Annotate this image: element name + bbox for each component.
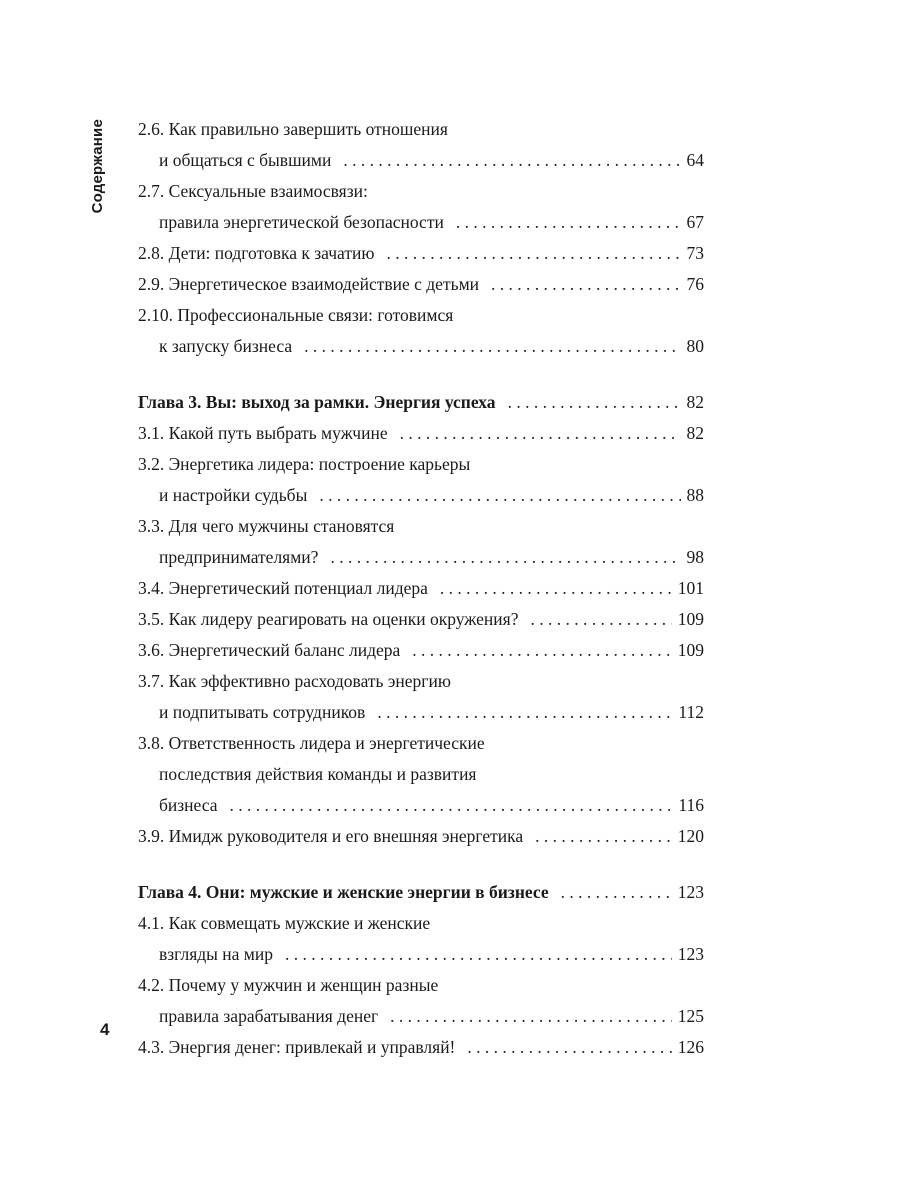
dot-leader — [440, 573, 672, 604]
toc-entry-line — [138, 759, 704, 790]
toc-page-number: 120 — [677, 826, 704, 846]
dot-leader — [285, 939, 672, 970]
toc-page-number: 80 — [686, 336, 704, 356]
toc-entry-line — [138, 573, 704, 604]
toc-entry-line — [138, 666, 704, 697]
dot-leader — [530, 604, 671, 635]
toc-entry-title: 3.6. Энергетический баланс лидера — [138, 640, 401, 660]
toc-entry-title: 3.2. Энергетика лидера: построение карьеры — [138, 454, 471, 474]
toc-entry-title: 3.3. Для чего мужчины становятся — [138, 516, 395, 536]
dot-leader — [330, 542, 680, 573]
toc-entry-line — [138, 604, 704, 635]
toc-entry-title: и общаться с бывшими — [159, 150, 332, 170]
dot-leader — [386, 238, 680, 269]
toc-chapter-heading — [138, 877, 704, 908]
toc-entry-line — [138, 790, 704, 821]
toc-page-number: 116 — [678, 795, 704, 815]
toc-entry-line — [138, 238, 704, 269]
toc-page-number: 125 — [677, 1006, 704, 1026]
toc-entry-title: 4.3. Энергия денег: привлекай и управляй! — [138, 1037, 456, 1057]
chapter-title: Глава 3. Вы: выход за рамки. Энергия успеха — [138, 392, 496, 412]
running-header-text: Содержание — [88, 119, 106, 214]
toc-entry-title: к запуску бизнеса — [159, 336, 293, 356]
toc-entry-title: последствия действия команды и развития — [159, 764, 477, 784]
toc-entry-line — [138, 114, 704, 145]
toc-entry-line — [138, 300, 704, 331]
toc-entry-line — [138, 697, 704, 728]
dot-leader — [304, 331, 680, 362]
dot-leader — [319, 480, 680, 511]
toc-page-number: 98 — [686, 547, 704, 567]
toc-entry-line — [138, 331, 704, 362]
dot-leader — [535, 821, 672, 852]
toc-entry-line — [138, 728, 704, 759]
toc-entry-line — [138, 269, 704, 300]
toc-entry-line — [138, 908, 704, 939]
toc-entry-line — [138, 207, 704, 238]
toc-page-number: 64 — [686, 150, 704, 170]
dot-leader — [491, 269, 680, 300]
toc-entry-line — [138, 635, 704, 666]
toc-page-number: 109 — [677, 609, 704, 629]
toc-entry-line — [138, 176, 704, 207]
toc-page-number: 82 — [686, 423, 704, 443]
toc-entry-line — [138, 1032, 704, 1063]
toc-entry-title: 2.9. Энергетическое взаимодействие с детьми — [138, 274, 480, 294]
toc-page-number: 73 — [686, 243, 704, 263]
dot-leader — [456, 207, 681, 238]
section-gap — [138, 362, 704, 387]
dot-leader — [508, 387, 681, 418]
toc-entry-title: 3.9. Имидж руководителя и его внешняя энергетика — [138, 826, 524, 846]
toc-entry-line — [138, 939, 704, 970]
dot-leader — [412, 635, 671, 666]
toc-entry-line — [138, 480, 704, 511]
toc-entry-title: 4.2. Почему у мужчин и женщин разные — [138, 975, 439, 995]
toc-entry-title: 3.8. Ответственность лидера и энергетические — [138, 733, 485, 753]
toc-entry-title: 2.10. Профессиональные связи: готовимся — [138, 305, 454, 325]
chapter-title: Глава 4. Они: мужские и женские энергии в бизнесе — [138, 882, 549, 902]
section-gap — [138, 852, 704, 877]
table-of-contents — [138, 114, 704, 1063]
toc-entry-title: 3.7. Как эффективно расходовать энергию — [138, 671, 451, 691]
toc-entry-line — [138, 418, 704, 449]
toc-entry-title: и настройки судьбы — [159, 485, 308, 505]
toc-entry-title: предпринимателями? — [159, 547, 319, 567]
toc-page-number: 123 — [677, 882, 704, 902]
toc-page-number: 67 — [686, 212, 704, 232]
dot-leader — [467, 1032, 671, 1063]
toc-entry-line — [138, 511, 704, 542]
page-number: 4 — [100, 1020, 110, 1039]
toc-entry-title: правила энергетической безопасности — [159, 212, 444, 232]
toc-entry-line — [138, 970, 704, 1001]
toc-page-number: 112 — [678, 702, 704, 722]
toc-page-number: 101 — [677, 578, 704, 598]
dot-leader — [230, 790, 673, 821]
dot-leader — [561, 877, 672, 908]
dot-leader — [400, 418, 681, 449]
toc-page-number: 82 — [686, 392, 704, 412]
toc-entry-line — [138, 1001, 704, 1032]
toc-entry-line — [138, 542, 704, 573]
toc-entry-line — [138, 145, 704, 176]
toc-entry-title: бизнеса — [159, 795, 218, 815]
toc-entry-title: 2.6. Как правильно завершить отношения — [138, 119, 448, 139]
dot-leader — [377, 697, 672, 728]
toc-entry-title: 3.4. Энергетический потенциал лидера — [138, 578, 428, 598]
toc-entry-title: и подпитывать сотрудников — [159, 702, 366, 722]
toc-page-number: 109 — [677, 640, 704, 660]
dot-leader — [343, 145, 680, 176]
toc-entry-line — [138, 449, 704, 480]
toc-page-number: 76 — [686, 274, 704, 294]
dot-leader — [390, 1001, 672, 1032]
running-header — [82, 119, 112, 229]
toc-entry-title: правила зарабатывания денег — [159, 1006, 379, 1026]
toc-entry-title: взгляды на мир — [159, 944, 273, 964]
toc-entry-title: 3.1. Какой путь выбрать мужчине — [138, 423, 388, 443]
toc-entry-title: 3.5. Как лидеру реагировать на оценки окружения? — [138, 609, 519, 629]
toc-page-number: 123 — [677, 944, 704, 964]
toc-chapter-heading — [138, 387, 704, 418]
toc-page-number: 126 — [677, 1037, 704, 1057]
toc-entry-title: 4.1. Как совмещать мужские и женские — [138, 913, 431, 933]
toc-entry-line — [138, 821, 704, 852]
toc-page-number: 88 — [686, 485, 704, 505]
toc-entry-title: 2.8. Дети: подготовка к зачатию — [138, 243, 375, 263]
toc-entry-title: 2.7. Сексуальные взаимосвязи: — [138, 181, 368, 201]
